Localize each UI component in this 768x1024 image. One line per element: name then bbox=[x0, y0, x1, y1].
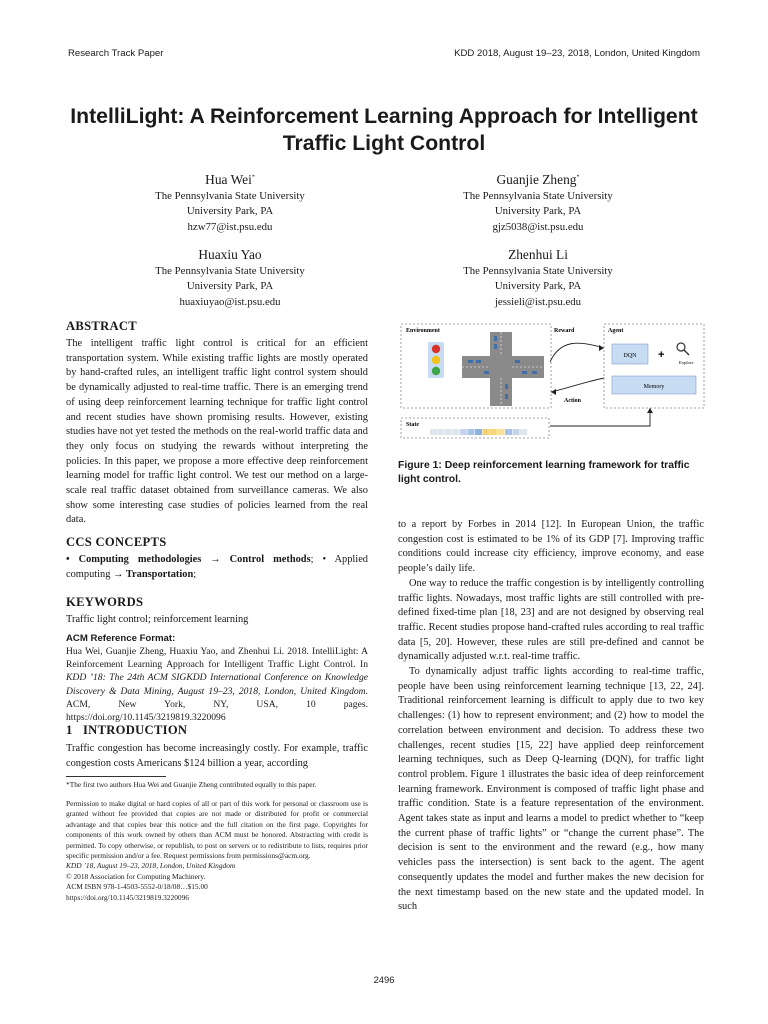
ccs-heading: CCS CONCEPTS bbox=[66, 535, 167, 549]
intersection-icon bbox=[462, 332, 544, 406]
permission-venue: KDD ’18, August 19–23, 2018, London, United Kingdom bbox=[66, 861, 236, 871]
state-cell bbox=[498, 429, 505, 435]
author-block-1 bbox=[80, 171, 380, 235]
state-cell bbox=[513, 429, 520, 435]
footnote-rule bbox=[66, 776, 166, 777]
author-email[interactable]: gjz5038@ist.psu.edu bbox=[492, 220, 584, 233]
equal-contrib-mark: * bbox=[251, 174, 255, 181]
footnote: *The first two authors Hua Wei and Guanjie Zheng contributed equally to this paper. bbox=[66, 780, 317, 789]
keywords-heading: KEYWORDS bbox=[66, 595, 144, 609]
state-cell bbox=[460, 429, 467, 435]
yellow-light-icon bbox=[432, 356, 440, 364]
environment-label: Environment bbox=[406, 328, 440, 334]
author-affiliation: The Pennsylvania State University bbox=[463, 265, 613, 277]
permission-doi[interactable]: https://doi.org/10.1145/3219819.3220096 bbox=[66, 892, 189, 902]
intro-paragraph-1-start: Traffic congestion has become increasingly costly. For example, traffic congestion costs Americans $124 billion a year, according bbox=[66, 743, 368, 769]
state-arrow bbox=[550, 408, 650, 426]
action-arrow bbox=[551, 378, 604, 392]
author-block-2 bbox=[388, 171, 688, 235]
intro-paragraph-3: To dynamically adjust traffic lights according to real-time traffic, people have been using reinforcement learning technique [13, 22, 24]. Traditional reinforcement learning is difficult to apply due to two key challenges: (1) how to represent environment; and (2) how to model the correlation between environment and decision. To address these two challenges, recent studies [15, 22] have applied deep reinforcement learning techniques, such as Deep Q-learning (DQN), for traffic light control problem. Figure 1 illustrates the basic idea of deep reinforcement learning framework. Environment is composed of traffic light phase and traffic condition. State is a feature representation of the environment. Agent takes state as input and learns a model to predict whether to “keep the current phase of traffic lights” or “change the current phase”. The decision is sent to the environment and the reward (e.g., how many vehicles pass the intersection) is sent back to the agent. The agent consequently updates the model and further makes the new decision for the next timestamp based on the new state and the updated model. In such bbox=[398, 666, 704, 913]
ccs-end: ; bbox=[193, 568, 197, 580]
state-cell bbox=[483, 429, 490, 435]
running-header-left: Research Track Paper bbox=[68, 48, 164, 59]
abstract-text: The intelligent traffic light control is critical for an efficient transportation system. While existing traffic lights are mostly operated by hand-crafted rules, an intelligent traffic light control system should be dynamically adjusted to real-time traffic. There is an emerging trend of using deep reinforcement learning technique for traffic light control and recent studies have shown promising results. However, existing studies have not yet tested the methods on the real-world traffic data and they only focus on studying the rewards without interpreting the policies. In this paper, we propose a more effective deep reinforcement learning model for traffic light control. We test our method on a large-scale real traffic dataset obtained from surveillance cameras. We also show some interesting case studies of policies learned from the real data. bbox=[66, 338, 368, 526]
author-email[interactable]: huaxiuyao@ist.psu.edu bbox=[179, 295, 281, 308]
permission-block bbox=[66, 799, 368, 903]
permission-copyright: © 2018 Association for Computing Machinery. bbox=[66, 871, 206, 881]
green-light-icon bbox=[432, 367, 440, 375]
arrow-icon: → bbox=[113, 568, 124, 580]
author-name: Huaxiu Yao bbox=[198, 247, 262, 262]
acm-ref-text bbox=[66, 645, 368, 724]
intro-paragraph-1-end: to a report by Forbes in 2014 [12]. In European Union, the traffic congestion cost is estimated to be 1% of its GDP [7]. Improving traffic conditions could increase city efficiency, improve economy, and ease people’s daily life. bbox=[398, 519, 704, 575]
intro-heading bbox=[66, 723, 187, 738]
author-email[interactable]: hzw77@ist.psu.edu bbox=[187, 220, 273, 233]
acm-ref-part-2: ACM, New York, NY, USA, 10 pages. https://doi.org/10.1145/3219819.3220096 bbox=[66, 698, 368, 724]
state-cell bbox=[520, 429, 527, 435]
state-cell bbox=[468, 429, 475, 435]
title-line-1: IntelliLight: A Reinforcement Learning Approach for Intelligent bbox=[70, 105, 698, 128]
figure-caption: Figure 1: Deep reinforcement learning framework for traffic light control. bbox=[398, 460, 690, 485]
author-location: University Park, PA bbox=[186, 205, 274, 218]
action-label: Action bbox=[564, 398, 581, 404]
state-cell bbox=[445, 429, 452, 435]
author-block-3 bbox=[80, 246, 380, 310]
reward-label: Reward bbox=[554, 328, 575, 334]
state-cell bbox=[505, 429, 512, 435]
agent-box bbox=[604, 324, 704, 408]
ccs-item-1: • Computing methodologies bbox=[66, 554, 202, 565]
acm-ref-heading: ACM Reference Format: bbox=[66, 633, 176, 644]
state-label: State bbox=[406, 422, 419, 428]
author-name: Zhenhui Li bbox=[508, 247, 568, 262]
intro-paragraph-2: One way to reduce the traffic congestion is by intelligently controlling traffic lights. Nowadays, most traffic lights are still controlled with pre-defined fixed-time plan [18, 23] and are not designed by observing real traffic. Recent studies propose hand-crafted rules according to real traffic data [5, 20]. However, these rules are still pre-defined and cannot be dynamically adjusted w.r.t. real-time traffic. bbox=[398, 577, 704, 663]
author-location: University Park, PA bbox=[494, 280, 582, 293]
section-number: 1 bbox=[66, 723, 73, 737]
equal-contrib-mark: * bbox=[576, 174, 580, 181]
ccs-item-2-sub: Transportation bbox=[125, 568, 194, 580]
figure-1 bbox=[400, 322, 706, 440]
state-cell bbox=[490, 429, 497, 435]
acm-ref-part-1: Hua Wei, Guanjie Zheng, Huaxiu Yao, and Zhenhui Li. 2018. IntelliLight: A Reinforcement Learning Approach for Intelligent Traffic Light Control. In bbox=[66, 646, 368, 671]
dqn-label: DQN bbox=[623, 353, 637, 359]
running-header-right: KDD 2018, August 19–23, 2018, London, United Kingdom bbox=[454, 48, 700, 59]
author-email[interactable]: jessieli@ist.psu.edu bbox=[494, 295, 582, 308]
paper-title bbox=[40, 103, 728, 157]
author-affiliation: The Pennsylvania State University bbox=[155, 190, 305, 202]
author-location: University Park, PA bbox=[186, 280, 274, 293]
ccs-concepts bbox=[66, 553, 368, 582]
author-location: University Park, PA bbox=[494, 205, 582, 218]
author-block-4 bbox=[388, 246, 688, 310]
state-cell bbox=[438, 429, 445, 435]
page-number: 2496 bbox=[373, 974, 395, 985]
abstract-heading: ABSTRACT bbox=[66, 319, 137, 333]
acm-ref-venue: KDD ’18: The 24th ACM SIGKDD International Conference on Knowledge Discovery & Data Mining, August 19–23, 2018, London, United Kingdom. bbox=[66, 672, 368, 697]
framework-diagram bbox=[400, 322, 706, 440]
red-light-icon bbox=[432, 345, 440, 353]
state-cell bbox=[453, 429, 460, 435]
permission-text: Permission to make digital or hard copies of all or part of this work for personal or classroom use is granted without fee provided that copies are not made or distributed for profit or commercial advantage and that copies bear this notice and the full citation on the first page. Copyrights for components of this work owned by others than ACM must be honored. Abstracting with credit is permitted. To copy otherwise, or republish, to post on servers or to redistribute to lists, requires prior specific permission and/or a fee. Request permissions from permissions@acm.org. bbox=[66, 799, 368, 861]
arrow-icon: → bbox=[210, 554, 221, 565]
memory-label: Memory bbox=[643, 384, 665, 390]
keywords-text: Traffic light control; reinforcement learning bbox=[66, 614, 249, 625]
author-affiliation: The Pennsylvania State University bbox=[155, 265, 305, 277]
magnifier-icon bbox=[677, 343, 685, 351]
state-vector bbox=[430, 429, 527, 435]
agent-label: Agent bbox=[608, 328, 624, 334]
ccs-item-2: ; • Applied computing bbox=[66, 554, 368, 580]
permission-isbn: ACM ISBN 978-1-4503-5552-0/18/08…$15.00 bbox=[66, 882, 208, 892]
state-cell bbox=[430, 429, 437, 435]
state-cell bbox=[475, 429, 482, 435]
author-name: Hua Wei bbox=[205, 172, 252, 187]
author-affiliation: The Pennsylvania State University bbox=[463, 190, 613, 202]
author-name: Guanjie Zheng bbox=[496, 172, 577, 187]
ccs-item-1-sub: Control methods bbox=[229, 554, 311, 565]
title-line-2: Traffic Light Control bbox=[282, 132, 486, 155]
right-column-text bbox=[398, 518, 704, 915]
plus-label: + bbox=[658, 349, 665, 361]
reward-arrow bbox=[550, 343, 604, 362]
section-title: INTRODUCTION bbox=[82, 723, 188, 737]
explore-label: Explore bbox=[679, 360, 694, 365]
